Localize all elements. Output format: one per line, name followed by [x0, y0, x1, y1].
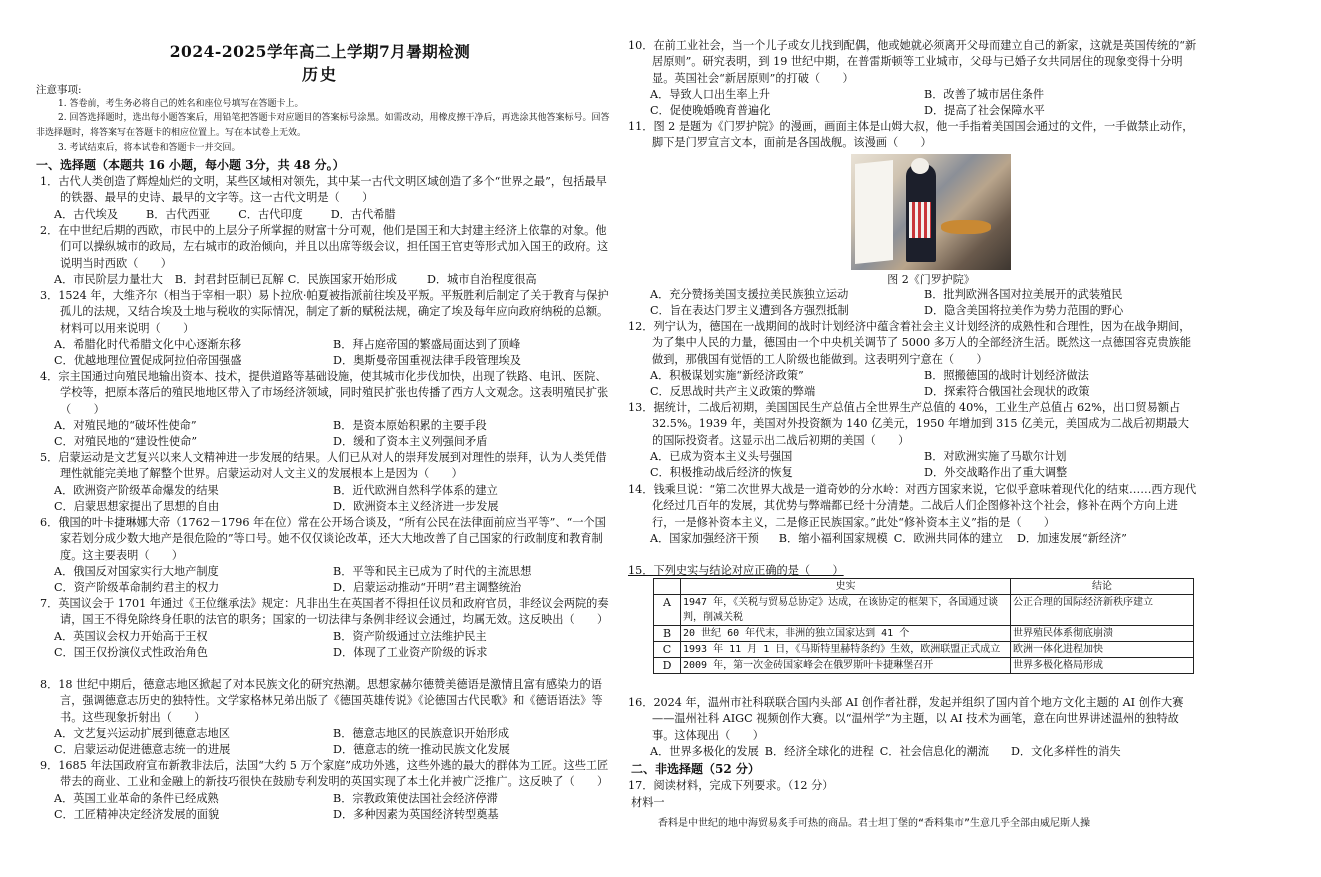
option-d: D．多种因素为英国经济转型奠基 [333, 807, 499, 821]
option-b: B．对欧洲实施了马歇尔计划 [924, 449, 1067, 463]
option-c: C．启蒙思想家提出了思想的自由 [54, 499, 220, 513]
question-2 [40, 223, 612, 288]
option-a: A．国家加强经济干预 [650, 531, 759, 545]
option-a: A．已成为资本主义头号强国 [650, 449, 793, 463]
option-b: B．封君封臣制已瓦解 [174, 272, 284, 286]
option-d: D．探索符合俄国社会现状的政策 [924, 385, 1090, 399]
question-stem: 据统计，二战后初期，美国国民生产总值占全世界生产总值的 40%，工业生产总值占 62%，出口贸易额占 32.5%。1939 年，美国对外投资额为 140 亿美元，1950 年增加到 315 亿美元，美国成为二战后初期最大的国际投资者。这显示出二战后初期的美国（ ） [652, 401, 1189, 447]
option-a: A．导致人口出生率上升 [650, 87, 770, 101]
question-13 [628, 400, 1198, 481]
question-8 [40, 677, 612, 758]
option-b: B．是资本原始积累的主要手段 [333, 418, 487, 432]
question-number: 5． [40, 451, 59, 464]
question-14 [628, 482, 1198, 547]
question-number: 6． [40, 516, 59, 529]
question-number: 9． [40, 759, 59, 772]
question-12 [628, 319, 1198, 400]
table-header-conclusion: 结论 [1011, 579, 1194, 595]
option-b: B．拜占庭帝国的繁盛局面达到了顶峰 [333, 337, 521, 351]
question-stem: 下列史实与结论对应正确的是（ ） [653, 564, 844, 577]
option-c: C．启蒙运动促进德意志统一的进展 [54, 743, 231, 757]
question-stem: 1524 年，大维齐尔（相当于宰相一职）易卜拉欣·帕夏被指派前往埃及平叛。平叛胜利后制定了关于教育与保护孤儿的法规，又结合埃及土地与税收的实际情况，制定了新的赋税法规，确定了埃及每年应向政府纳税的总额。材料可以用来说明（ ） [58, 289, 609, 335]
option-a: A．积极谋划实施“新经济政策” [650, 368, 804, 382]
question-number: 3． [40, 289, 59, 302]
question-17 [628, 778, 1198, 794]
option-c: C．国王仅扮演仪式性政治角色 [54, 645, 208, 659]
section-heading-non-choice: 二、非选择题（52 分） [631, 762, 760, 776]
question-11-options [628, 287, 1198, 320]
question-number: 2． [40, 224, 59, 237]
question-stem: 阅读材料，完成下列要求。（12 分） [653, 779, 834, 792]
option-d: D．加速发展“新经济” [1016, 531, 1127, 545]
question-number: 17． [628, 779, 654, 792]
question-stem: 在中世纪后期的西欧，市民中的上层分子所掌握的财富十分可观，他们是国王和大封建主经济上依靠的对象。他们可以操纵城市的政局，左右城市的政治倾向，并且以出席等级会议，担任国王官吏等形式加入国王的政府。这说明当时西欧（ ） [58, 224, 609, 270]
table-row [654, 642, 1194, 658]
row-key: C [654, 642, 681, 658]
option-d: D．古代希腊 [330, 207, 396, 221]
option-c: C．优越地理位置促成阿拉伯帝国强盛 [54, 354, 242, 368]
option-b: B．改善了城市居住条件 [924, 87, 1045, 101]
notice-item-3: 3. 考试结束后，将本试卷和答题卡一并交回。 [58, 143, 241, 153]
notice-item-2: 2. 回答选择题时，选出每小题答案后，用铅笔把答题卡对应题目的答案标号涂黑。如需改动，用橡皮擦干净后，再选涂其他答案标号。回答非选择题时，将答案写在答题卡的相应位置上。写在本试卷上无效。 [36, 113, 610, 138]
table-row [654, 595, 1194, 626]
table-row [654, 626, 1194, 642]
option-c: C．促使晚婚晚育普遍化 [650, 104, 771, 118]
option-c: C．旨在表达门罗主义遭到各方强烈抵制 [650, 304, 849, 318]
question-9 [40, 758, 612, 823]
question-stem: 启蒙运动是文艺复兴以来人文精神进一步发展的结果。人们已从对人的崇拜发展到对理性的崇拜，认为人类凭借理性就能完美地了解整个世界。启蒙运动对人文主义的发展根本上是因为（ ） [58, 451, 607, 481]
option-b: B．古代西亚 [146, 207, 211, 221]
option-d: D．外交战略作出了重大调整 [924, 466, 1068, 480]
option-d: D．体现了工业资产阶级的诉求 [333, 645, 488, 659]
row-fact: 20 世纪 60 年代末，非洲的独立国家达到 41 个 [681, 626, 1011, 642]
option-d: D．启蒙运动推动“开明”君主调整统治 [333, 581, 522, 595]
question-5 [40, 450, 612, 515]
option-d: D．奥斯曼帝国重视法律手段管理埃及 [333, 354, 521, 368]
cannon-fire [941, 220, 991, 234]
uncle-sam-head [911, 158, 929, 174]
option-d: D．缓和了资本主义列强间矛盾 [333, 435, 488, 449]
question-stem: 在前工业社会，当一个儿子或女儿找到配偶，他或她就必须离开父母而建立自己的新家，这就是英国传统的“新居原则”。研究表明，到 19 世纪中期，在普雷斯顿等工业城市，父母与已婚子女共同居住的现象变得十分明显。英国社会“新居原则”的打破（ ） [652, 39, 1197, 85]
question-stem: 古代人类创造了辉煌灿烂的文明，某些区域相对领先，其中某一古代文明区域创造了多个“世界之最”，包括最早的铁器、最早的史诗、最早的文字等。这一古代文明是（ ） [58, 175, 607, 205]
question-10 [628, 38, 1198, 119]
question-3 [40, 288, 612, 369]
question-number: 13． [628, 401, 654, 414]
option-b: B．经济全球化的进程 [764, 744, 874, 758]
material-label: 材料一 [631, 796, 665, 809]
notice-item-1: 1. 答卷前，考生务必将自己的姓名和座位号填写在答题卡上。 [58, 99, 304, 109]
notice-heading: 注意事项: [36, 84, 82, 96]
option-b: B．缩小福利国家规模 [778, 531, 888, 545]
exam-subject: 历史 [301, 65, 338, 84]
option-c: C．工匠精神决定经济发展的面貌 [54, 807, 220, 821]
option-d: D．隐含美国将拉美作为势力范围的野心 [924, 304, 1124, 318]
option-a: A．英国工业革命的条件已经成熟 [54, 791, 219, 805]
question-11 [628, 119, 1198, 152]
cartoon-image-monroe-doctrine [851, 154, 1011, 270]
row-fact: 1993 年 11 月 1 日，《马斯特里赫特条约》生效，欧洲联盟正式成立 [681, 642, 1011, 658]
option-a: A．对殖民地的“破坏性使命” [54, 418, 197, 432]
row-conclusion: 欧洲一体化进程加快 [1011, 642, 1194, 658]
option-d: D．德意志的统一推动民族文化发展 [333, 743, 510, 757]
question-7 [40, 596, 612, 661]
question-stem: 英国议会于 1701 年通过《王位继承法》规定：凡非出生在英国者不得担任议员和政府官员，非经议会两院的奏请，国王不得免除终身任职的法官的职务；国家的一切法律与条例非经议会通过，均属无效。这反映出（ ） [58, 597, 609, 627]
row-conclusion: 世界殖民体系彻底崩溃 [1011, 626, 1194, 642]
question-number: 1． [40, 175, 59, 188]
question-stem: 俄国的叶卡捷琳娜大帝（1762－1796 年在位）常在公开场合谈及，“所有公民在法律面前应当平等”、“一个国家若划分成少数大地产是很危险的”等口号。她不仅仅谈论改革，还大大地改善了自己国家的行政制度和教育制度。这主要表明（ ） [58, 516, 606, 562]
option-d: D．提高了社会保障水平 [924, 104, 1045, 118]
striped-pants [909, 202, 931, 238]
exam-title: 2024-2025学年高二上学期7月暑期检测 [169, 42, 471, 61]
table-header-row [654, 579, 1194, 595]
option-c: C．民族国家开始形成 [287, 272, 397, 286]
material-text: 香料是中世纪的地中海贸易炙手可热的商品。君士坦丁堡的“香料集市”生意几乎全部由威尼斯人操 [658, 818, 1091, 829]
option-d: D．欧洲资本主义经济进一步发展 [333, 499, 499, 513]
question-15 [628, 563, 1198, 579]
option-a: A．充分赞扬美国支援拉美民族独立运动 [650, 288, 849, 301]
option-a: A．欧洲资产阶级革命爆发的结果 [54, 483, 219, 497]
question-stem: 列宁认为，德国在一战期间的战时计划经济中蕴含着社会主义计划经济的成熟性和合理性，因为在战争期间，为了集中人民的力量，德国由一个中央机关调节了 5000 多万人的全部经济生活。既然这一点德国容克贵族能做到，那俄国有觉悟的工人阶级也能做到。这表明列宁意在（ ） [652, 320, 1192, 366]
option-a: A．古代埃及 [54, 207, 119, 221]
option-c: C．积极推动战后经济的恢复 [650, 466, 793, 480]
option-b: B．资产阶级通过立法维护民主 [333, 629, 487, 643]
question-stem: 钱乘旦说：“第二次世界大战是一道奇妙的分水岭：对西方国家来说，它似乎意味着现代化的结束……西方现代化经过几百年的发展，其优势与弊端都已经十分清楚。二战后人们企图修补这个社会，修补在两个方向上进行，一是修补资本主义，二是修正民族国家。”此处“修补资本主义”指的是（ ） [652, 483, 1197, 529]
question-number: 4． [40, 370, 59, 383]
option-b: B．照搬德国的战时计划经济做法 [924, 368, 1089, 382]
option-c: C．社会信息化的潮流 [879, 744, 989, 758]
option-b: B．批判欧洲各国对拉美展开的武装殖民 [924, 288, 1123, 301]
option-a: A．世界多极化的发展 [650, 744, 759, 758]
table-header-fact: 史实 [681, 579, 1011, 595]
option-a: A．俄国反对国家实行大地产制度 [54, 564, 219, 578]
option-d: D．文化多样性的消失 [1010, 744, 1121, 758]
option-a: A．希腊化时代希腊文化中心逐渐东移 [54, 337, 242, 351]
question-15-table [653, 578, 1194, 674]
option-c: C．欧洲共同体的建立 [893, 531, 1003, 545]
question-1 [40, 174, 612, 223]
question-4 [40, 369, 612, 450]
question-number: 14． [628, 483, 654, 496]
question-number: 8． [40, 678, 59, 691]
row-conclusion: 公正合理的国际经济新秩序建立 [1011, 595, 1194, 626]
option-a: A．文艺复兴运动扩展到德意志地区 [54, 726, 230, 740]
question-number: 7． [40, 597, 59, 610]
question-number: 10． [628, 39, 654, 52]
question-stem: 2024 年，温州市社科联联合国内头部 AI 创作者社群，发起并组织了国内首个地方文化主题的 AI 创作大赛——温州社科 AIGC 视频创作大赛。以“温州学”为主题，以 AI 技术为画笔，意在向世界讲述温州的独特故事。这体现出（ ） [652, 696, 1184, 742]
option-b: B．宗教政策使法国社会经济停滞 [333, 791, 498, 805]
option-c: C．对殖民地的“建设性使命” [54, 435, 198, 449]
document-shape [855, 160, 893, 264]
table-header-key [654, 579, 681, 595]
question-number: 16． [628, 696, 654, 709]
option-b: B．平等和民主已成为了时代的主流思想 [333, 564, 532, 578]
row-key: B [654, 626, 681, 642]
question-16 [628, 695, 1198, 760]
option-c: C．资产阶级革命制约君主的权力 [54, 581, 220, 595]
figure-caption: 图 2《门罗护院》 [887, 273, 975, 286]
option-c: C．反思战时共产主义政策的弊端 [650, 385, 816, 399]
option-a: A．英国议会权力开始高于王权 [54, 629, 208, 643]
question-stem: 18 世纪中期后，德意志地区掀起了对本民族文化的研究热潮。思想家赫尔德赞美德语是激情且富有感染力的语言，强调德意志历史的独特性。文学家格林兄弟出版了《德国英雄传说》《论德国古代民歌》和《德语语法》等书。这些现象折射出（ ） [58, 678, 603, 724]
section-heading-choice: 一、选择题（本题共 16 小题，每小题 3分，共 48 分。） [36, 158, 345, 172]
option-b: B．德意志地区的民族意识开始形成 [333, 726, 510, 740]
question-stem: 1685 年法国政府宣布新教非法后，法国“大约 5 万个家庭”成功外逃，这些外逃的最大的群体为工匠。这些工匠带去的商业、工业和金融上的新技巧很快在鼓励专利发明的英国实现了本土化并被广泛推广。这反映了（ ） [58, 759, 609, 789]
option-a: A．市民阶层力量壮大 [54, 272, 163, 286]
option-d: D．城市自治程度很高 [426, 272, 537, 286]
option-c: C．古代印度 [238, 207, 303, 221]
table-row [654, 658, 1194, 674]
row-key: A [654, 595, 681, 626]
question-stem: 图 2 是题为《门罗护院》的漫画，画面主体是山姆大叔，他一手指着美国国会通过的文件，一手做禁止动作，脚下是门罗宣言文本，面前是各国战舰。该漫画（ ） [652, 120, 1194, 150]
question-number: 12． [628, 320, 654, 333]
row-key: D [654, 658, 681, 674]
question-stem: 宗主国通过向殖民地输出资本、技术，提供道路等基础设施，使其城市化步伐加快，出现了铁路、电讯、医院、学校等，把原本落后的殖民地地区带入了市场经济领域，同时殖民扩张也传播了西方人文观念。这表明殖民扩张（ ） [58, 370, 609, 416]
option-b: B．近代欧洲自然科学体系的建立 [333, 483, 498, 497]
row-fact: 2009 年，第一次金砖国家峰会在俄罗斯叶卡捷琳堡召开 [681, 658, 1011, 674]
question-number: 11． [628, 120, 654, 133]
row-conclusion: 世界多极化格局形成 [1011, 658, 1194, 674]
question-6 [40, 515, 612, 596]
question-number: 15． [628, 564, 654, 577]
row-fact: 1947 年，《关税与贸易总协定》达成，在该协定的框架下，各国通过谈判，削减关税 [681, 595, 1011, 626]
